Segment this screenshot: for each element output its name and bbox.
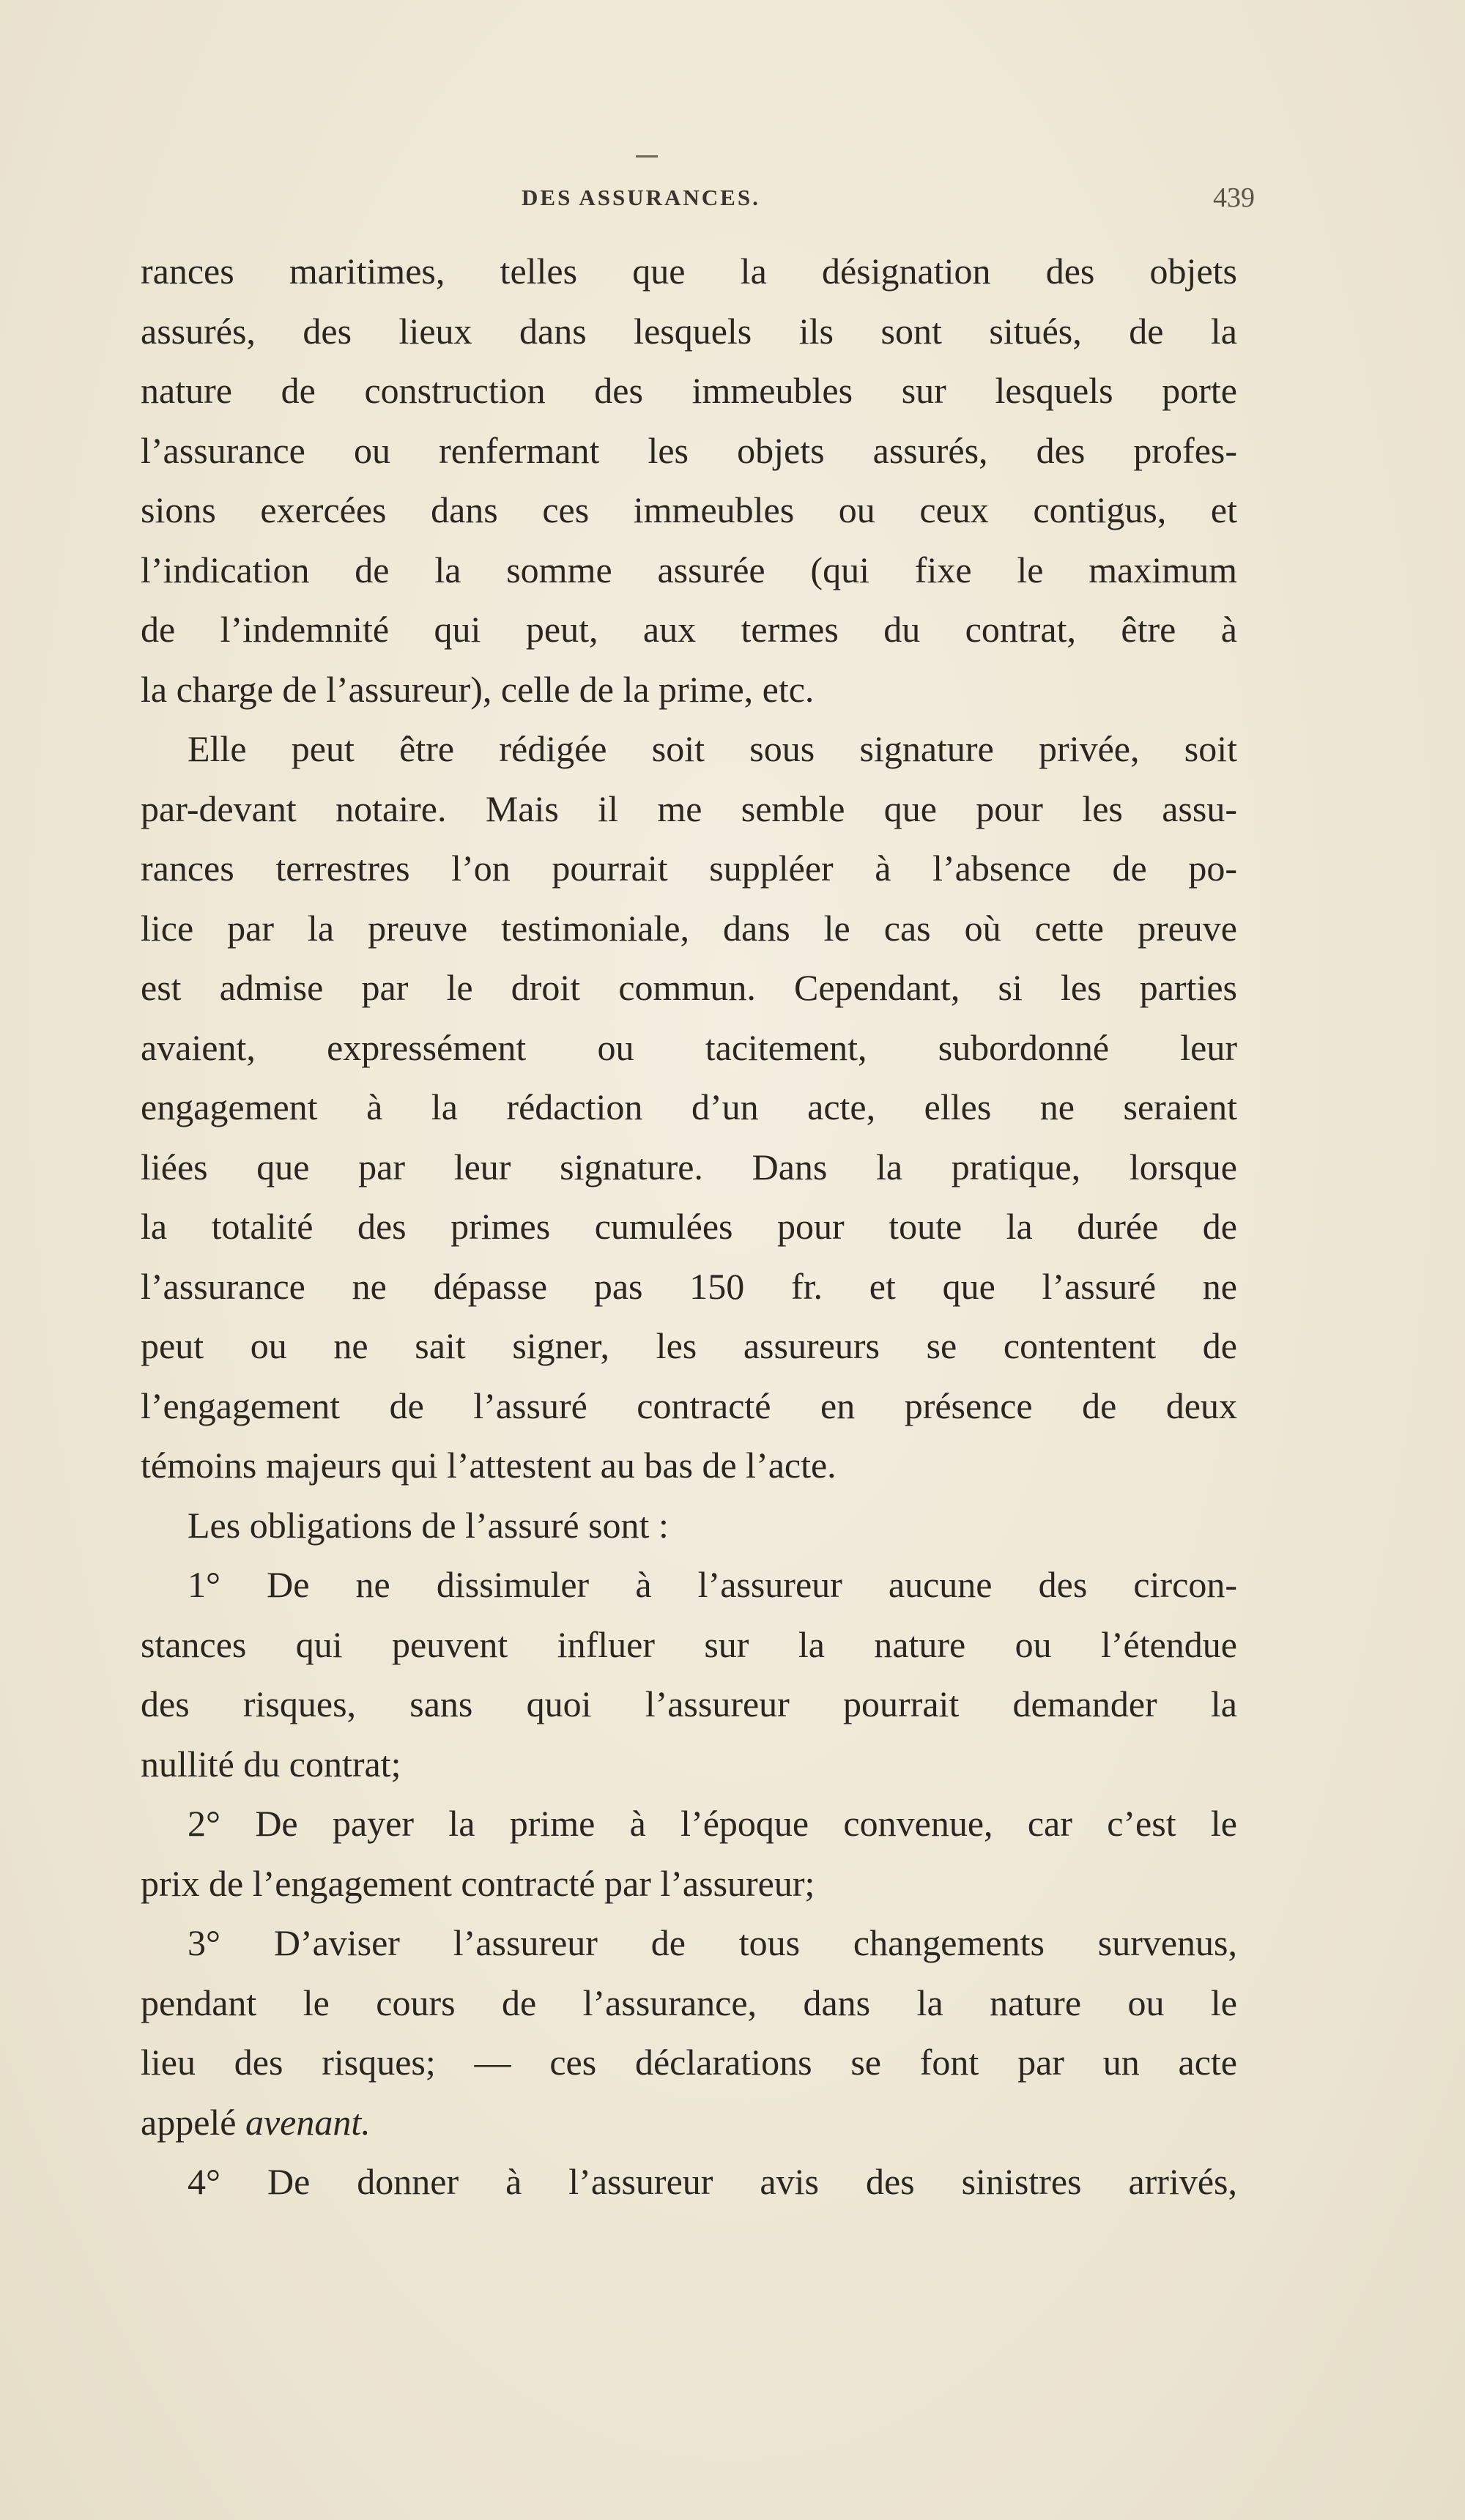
text-line: nature de construction des immeubles sur lesquels porte [141, 370, 1237, 411]
text-line: rances terrestres l’on pourrait suppléer à l’absence de po- [141, 848, 1237, 889]
text-line: de l’indemnité qui peut, aux termes du contrat, être à [141, 609, 1237, 650]
text-line: Les obligations de l’assuré sont : [188, 1504, 669, 1546]
text-line: la totalité des primes cumulées pour toute la durée de [141, 1206, 1237, 1247]
text-line: nullité du contrat; [141, 1743, 401, 1785]
text-line [141, 2093, 1237, 2153]
text-line: 4° De donner à l’assureur avis des sinistres arrivés, [188, 2161, 1237, 2202]
text-line: 3° D’aviser l’assureur de tous changements survenus, [188, 1922, 1237, 1963]
text-line: lice par la preuve testimoniale, dans le cas où cette preuve [141, 907, 1237, 949]
italic-term: avenant. [245, 2101, 371, 2143]
text-line: lieu des risques; — ces déclarations se font par un acte [141, 2042, 1237, 2083]
page-number: 439 [1213, 182, 1255, 213]
text-line: stances qui peuvent influer sur la nature ou l’étendue [141, 1623, 1237, 1665]
body-text [141, 242, 1237, 2212]
text-line: prix de l’engagement contracté par l’assureur; [141, 1862, 815, 1904]
text-line: liées que par leur signature. Dans la pratique, lorsque [141, 1146, 1237, 1187]
text-line: 2° De payer la prime à l’époque convenue, car c’est le [188, 1803, 1237, 1844]
text-line: témoins majeurs qui l’attestent au bas de l’acte. [141, 1445, 837, 1486]
text-line: est admise par le droit commun. Cependant, si les parties [141, 967, 1237, 1008]
text-line: pendant le cours de l’assurance, dans la nature ou le [141, 1982, 1237, 2023]
text-line: Elle peut être rédigée soit sous signature privée, soit [188, 728, 1237, 769]
text-line: peut ou ne sait signer, les assureurs se contentent de [141, 1325, 1237, 1366]
text-line: des risques, sans quoi l’assureur pourrait demander la [141, 1683, 1237, 1724]
running-title: DES ASSURANCES. [522, 185, 760, 210]
text-line: par-devant notaire. Mais il me semble que pour les assu- [141, 788, 1237, 829]
text-line: rances maritimes, telles que la désignation des objets [141, 251, 1237, 292]
text-line: l’indication de la somme assurée (qui fixe le maximum [141, 549, 1237, 590]
text-line: avaient, expressément ou tacitement, subordonné leur [141, 1026, 1237, 1068]
text-line: 1° De ne dissimuler à l’assureur aucune des circon- [188, 1564, 1237, 1605]
text-line: la charge de l’assureur), celle de la prime, etc. [141, 668, 815, 710]
text-line: assurés, des lieux dans lesquels ils sont situés, de la [141, 310, 1237, 352]
text-fragment: appelé [141, 2101, 245, 2143]
text-line: l’engagement de l’assuré contracté en présence de deux [141, 1385, 1237, 1426]
text-line: l’assurance ne dépasse pas 150 fr. et que l’assuré ne [141, 1265, 1237, 1307]
text-line: sions exercées dans ces immeubles ou ceux contigus, et [141, 489, 1237, 530]
text-line: l’assurance ou renfermant les objets assurés, des profes- [141, 429, 1237, 471]
ornament-dash [636, 155, 658, 158]
text-line: engagement à la rédaction d’un acte, elles ne seraient [141, 1086, 1237, 1127]
